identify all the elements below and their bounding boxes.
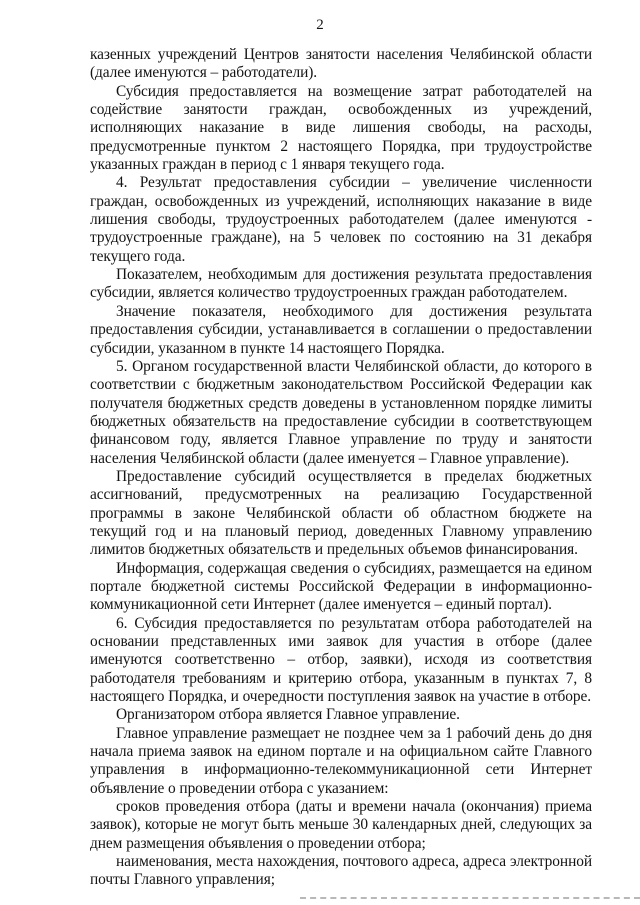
paragraph: Показателем, необходимым для достижения результата предоставления субсидии, является количество трудоустроенных граждан работодателем. bbox=[90, 266, 592, 302]
page-number: 2 bbox=[316, 17, 324, 33]
document-body bbox=[90, 46, 592, 890]
paragraph: сроков проведения отбора (даты и времени начала (окончания) приема заявок), которые не могут быть меньше 30 календарных дней, следующих за днем размещения объявления о проведении отбора; bbox=[90, 798, 592, 852]
paragraph: казенных учреждений Центров занятости населения Челябинской области (далее именуются – работодатели). bbox=[90, 46, 592, 82]
paragraph: Главное управление размещает не позднее чем за 1 рабочий день до дня начала приема заявок на едином портале и на официальном сайте Главного управления в информационно-телекоммуникационной сети Интернет объявление о проведении отбора с указанием: bbox=[90, 724, 592, 797]
paragraph: Значение показателя, необходимого для достижения результата предоставления субсидии, устанавливается в соглашении о предоставлении субсидии, указанном в пункте 14 настоящего Порядка. bbox=[90, 302, 592, 357]
paragraph: Субсидия предоставляется на возмещение затрат работодателей на содействие занятости граждан, освобожденных из учреждений, исполняющих наказание в виде лишения свободы, на расходы, предусмотренные пунктом 2 настоящего Порядка, при трудоустройстве указанных граждан в период с 1 января текущего года. bbox=[90, 82, 592, 174]
paragraph: Информация, содержащая сведения о субсидиях, размещается на едином портале бюджетной системы Российской Федерации в информационно-коммуникационной сети Интернет (далее именуется – единый портал). bbox=[90, 559, 592, 614]
paragraph: наименования, места нахождения, почтового адреса, адреса электронной почты Главного управления; bbox=[90, 853, 592, 889]
paragraph: Предоставление субсидий осуществляется в пределах бюджетных ассигнований, предусмотренных на реализацию Государственной программы в законе Челябинской области об областном бюджете на текущий год и на плановый период, доведенных Главному управлению лимитов бюджетных обязательств и предельных объемов финансирования. bbox=[90, 467, 592, 559]
paragraph: Организатором отбора является Главное управление. bbox=[116, 706, 460, 724]
paragraph: 5. Органом государственной власти Челябинской области, до которого в соответствии с бюджетным законодательством Российской Федерации как получателя бюджетных средств доведены в установленном порядке лимиты бюджетных обязательств на предоставление субсидии в соответствующем финансовом году, является Главное управление по труду и занятости населения Челябинской области (далее именуется – Главное управление). bbox=[90, 357, 592, 467]
scan-edge-divider bbox=[300, 897, 640, 899]
paragraph: 6. Субсидия предоставляется по результатам отбора работодателей на основании представленных ими заявок для участия в отборе (далее именуются соответственно – отбор, заявки), исходя из соответствия работодателя требованиям и критерию отбора, указанным в пунктах 7, 8 настоящего Порядка, и очередности поступления заявок на участие в отборе. bbox=[90, 614, 592, 706]
paragraph: 4. Результат предоставления субсидии – увеличение численности граждан, освобожденных из учреждений, исполняющих наказание в виде лишения свободы, трудоустроенных работодателем (далее именуются - трудоустроенные граждане), на 5 человек по состоянию на 31 декабря текущего года. bbox=[90, 174, 592, 265]
